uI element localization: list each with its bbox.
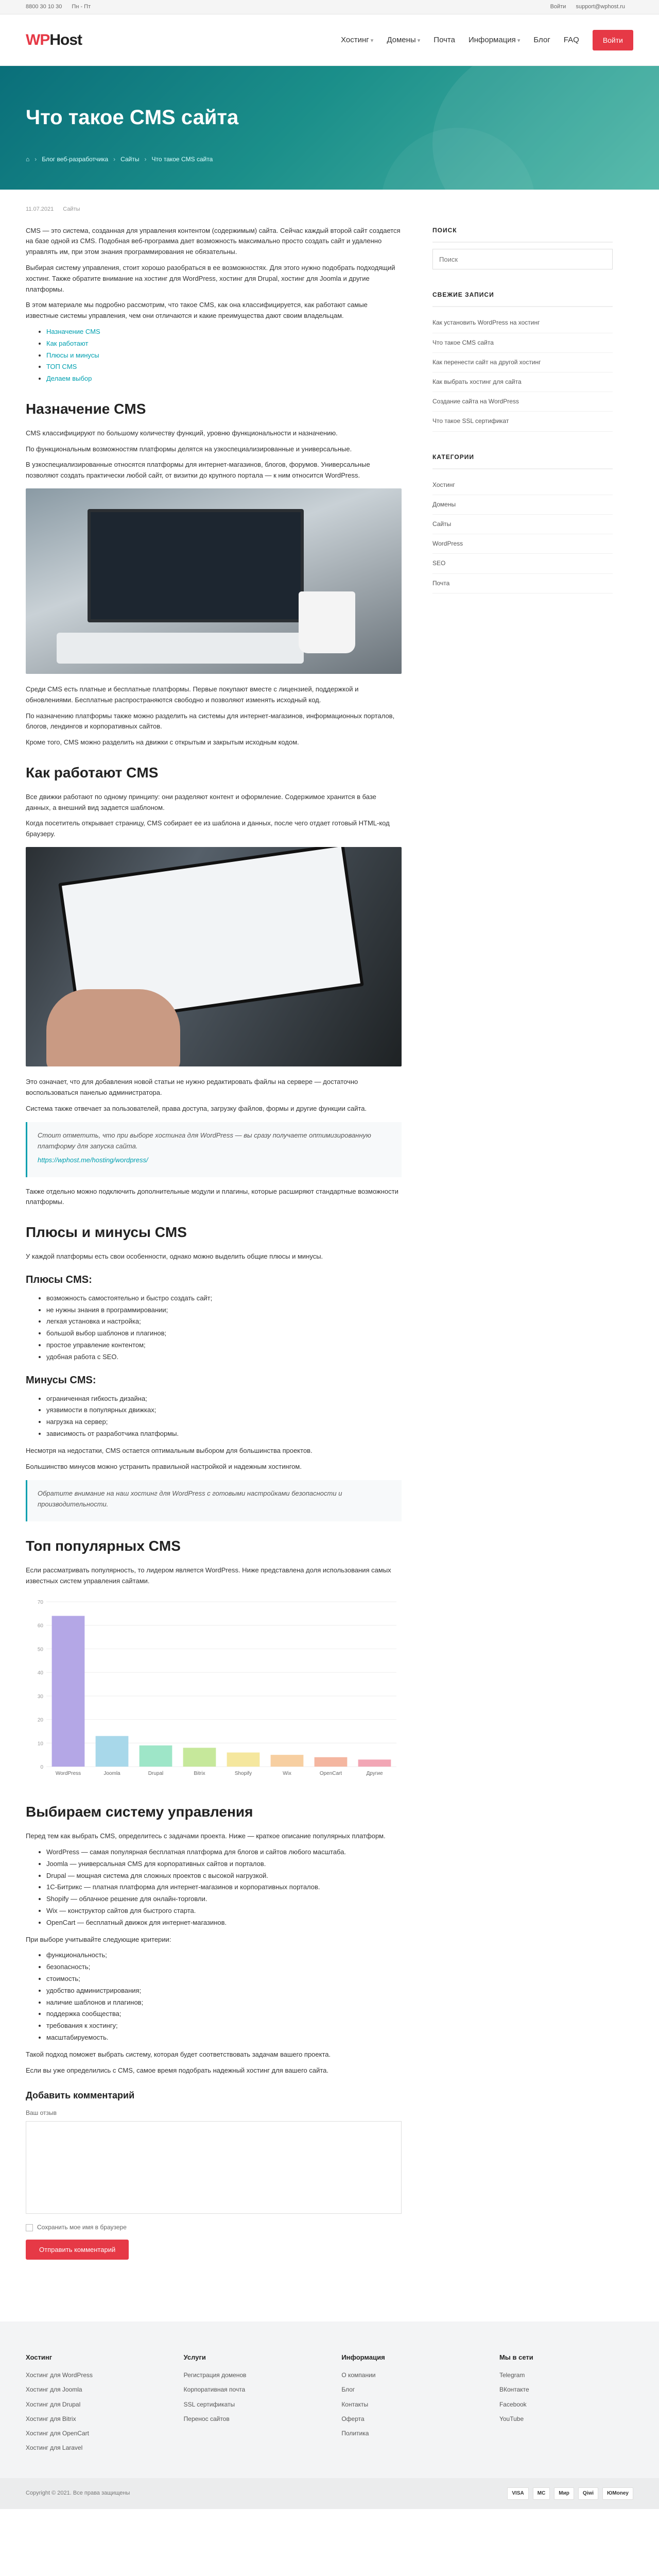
footer-col-title: Информация — [341, 2353, 385, 2362]
cms-share-chart — [26, 1591, 402, 1787]
widget-title: СВЕЖИЕ ЗАПИСИ — [432, 290, 613, 307]
paragraph: CMS классифицируют по большому количеству функций, уровню функциональности и назначению. — [26, 429, 338, 437]
intro-p1: CMS — это система, созданная для управления контентом (содержимым) сайта. Сейчас каждый второй сайт создается на базе одной из CMS. Подобная веб-программа дает возможность максимально просто создать сайт и удаленно управлять им, при этом знания программирования не обязательны. — [26, 226, 401, 256]
footer-col-social — [499, 2352, 633, 2458]
list-item: • WordPress — самая популярная бесплатная платформа для блогов и сайтов любого масштаба. — [46, 1847, 402, 1858]
topbar — [0, 0, 659, 14]
paragraph: Если рассматривать популярность, то лидером является WordPress. Ниже представлена доля использования самых известных систем управления сайтами. — [26, 1566, 391, 1585]
email-link[interactable]: support@wphost.ru — [576, 4, 625, 10]
home-icon[interactable]: ⌂ — [26, 156, 30, 163]
paragraph: У каждой платформы есть свои особенности, однако можно выделить общие плюсы и минусы. — [26, 1252, 323, 1261]
paragraph: Когда посетитель открывает страницу, CMS собирает ее из шаблона и данных, после чего отдает готовый HTML-код браузеру. — [26, 819, 390, 838]
screen-photo — [26, 847, 402, 1066]
paragraph: Также отдельно можно подключить дополнительные модули и плагины, которые расширяют стандартные возможности платформы. — [26, 1187, 398, 1206]
post-category[interactable]: Сайты — [63, 206, 80, 212]
footer — [0, 2321, 659, 2478]
x-tick-label: Bitrix — [194, 1771, 205, 1777]
nav-mail[interactable]: Почта — [433, 35, 455, 44]
y-tick-label: 60 — [37, 1623, 43, 1630]
bar — [183, 1748, 216, 1767]
bar — [271, 1755, 304, 1767]
logo[interactable]: WPHost — [26, 31, 82, 48]
chart-svg — [26, 1591, 402, 1787]
paragraph: По назначению платформы также можно разделить на системы для интернет-магазинов, информационных порталов, блогов, лендингов и корпоративных сайтов. — [26, 711, 395, 731]
footer-link[interactable]: Хостинг для Bitrix — [26, 2415, 76, 2422]
laptop-photo — [26, 488, 402, 674]
list-item: • функциональность; — [46, 1950, 402, 1961]
list-item: • безопасность; — [46, 1962, 402, 1973]
categories-widget — [432, 452, 613, 594]
copyright: Copyright © 2021. Все права защищены — [26, 2490, 130, 2497]
phone[interactable]: 8800 30 10 30 — [26, 4, 62, 10]
footer-col-info — [341, 2352, 475, 2458]
toc-item[interactable]: ТОП CMS — [46, 363, 77, 371]
paragraph: Перед тем как выбрать CMS, определитесь с задачами проекта. Ниже — краткое описание популярных платформ. — [26, 1832, 386, 1840]
x-tick-label: WordPress — [55, 1771, 81, 1777]
paragraph: Несмотря на недостатки, CMS остается оптимальным выбором для большинства проектов. — [26, 1446, 313, 1454]
paragraph: Все движки работают по одному принципу: они разделяют контент и оформление. Содержимое хранится в базе данных, а внешний вид задается шаблоном. — [26, 792, 376, 811]
paragraph: При выборе учитывайте следующие критерии: — [26, 1935, 171, 1943]
intro-p2: Выбирая систему управления, стоит хорошо разобраться в ее возможностях. Для этого нужно подобрать подходящий хостинг. Также обратите внимание на хостинг для WordPress, хостинг для Drupal, хостинг для Joomla и другие платформы. — [26, 263, 395, 293]
mastercard-icon: MC — [533, 2487, 550, 2500]
paragraph: Если вы уже определились с CMS, самое время подобрать надежный хостинг для вашего сайта. — [26, 2066, 329, 2074]
toc-item[interactable]: Назначение CMS — [46, 327, 100, 335]
y-tick-label: 40 — [37, 1670, 43, 1676]
list-item: • большой выбор шаблонов и плагинов; — [46, 1328, 402, 1339]
list-item: • зависимость от разработчика платформы. — [46, 1429, 402, 1439]
comment-form — [26, 2088, 402, 2260]
section-title: Как работают CMS — [26, 764, 159, 781]
section-title: Назначение CMS — [26, 400, 146, 417]
x-tick-label: Joomla — [103, 1771, 120, 1777]
bar — [96, 1736, 129, 1767]
recent-post-link[interactable]: Как выбрать хостинг для сайта — [432, 378, 522, 385]
footer-link[interactable]: ВКонтакте — [499, 2386, 529, 2394]
category-link[interactable]: Хостинг — [432, 481, 455, 488]
sidebar — [432, 205, 613, 2260]
bar — [227, 1753, 260, 1767]
article — [26, 205, 402, 2260]
search-widget — [432, 226, 613, 269]
comment-label: Ваш отзыв — [26, 2109, 57, 2117]
list-item: • возможность самостоятельно и быстро создать сайт; — [46, 1293, 402, 1304]
nav-domains[interactable]: Домены ▾ — [387, 34, 420, 46]
quote-text: Обратите внимание на наш хостинг для WordPress с готовыми настройками безопасности и производительности. — [38, 1489, 342, 1509]
footer-link[interactable]: Корпоративная почта — [183, 2386, 246, 2394]
recent-post-link[interactable]: Что такое CMS сайта — [432, 338, 494, 346]
list-item: • удобная работа с SEO. — [46, 1352, 402, 1363]
list-item: • простое управление контентом; — [46, 1340, 402, 1351]
paragraph: В узкоспециализированные относятся платформы для интернет-магазинов, блогов, форумов. Универсальные позволяют создать практически любой сайт, от визитки до крупного портала — к ним относится WordPress. — [26, 461, 370, 480]
paragraph: Система также отвечает за пользователей, права доступа, загрузку файлов, формы и другие функции сайта. — [26, 1104, 367, 1112]
category-link[interactable]: Сайты — [432, 520, 452, 528]
recent-post-link[interactable]: Что такое SSL сертификат — [432, 417, 509, 425]
x-tick-label: Drupal — [148, 1771, 164, 1777]
list-item: • требования к хостингу; — [46, 2021, 402, 2031]
toc — [46, 327, 402, 384]
list-item: • стоимость; — [46, 1974, 402, 1985]
x-tick-label: Shopify — [234, 1771, 252, 1777]
quote-link[interactable]: https://wphost.me/hosting/wordpress/ — [38, 1156, 148, 1164]
nav-faq[interactable]: FAQ — [563, 35, 579, 44]
paragraph: Среди CMS есть платные и бесплатные платформы. Первые покупают вместе с лицензией, поддержкой и обновлениями. Бесплатные распространяются свободно и позволяют изменять исходный код. — [26, 685, 359, 704]
crumb-sites[interactable]: Сайты — [120, 156, 140, 163]
footer-link[interactable]: О компании — [341, 2371, 376, 2379]
cms-list — [46, 1847, 402, 1928]
footer-link[interactable]: Хостинг для Laravel — [26, 2444, 83, 2452]
x-tick-label: OpenCart — [319, 1771, 342, 1777]
yoomoney-icon: ЮMoney — [602, 2487, 633, 2500]
x-tick-label: Wix — [283, 1771, 291, 1777]
y-tick-label: 0 — [40, 1765, 43, 1771]
comment-textarea[interactable] — [26, 2121, 402, 2214]
crumb-blog[interactable]: Блог веб-разработчика — [42, 156, 109, 163]
bar — [315, 1757, 348, 1767]
list-item: • наличие шаблонов и плагинов; — [46, 1997, 402, 2008]
footer-link[interactable]: Контакты — [341, 2400, 369, 2408]
footer-col-hosting — [26, 2352, 160, 2458]
list-item: • OpenCart — бесплатный движок для интернет-магазинов. — [46, 1918, 402, 1928]
recent-post-link[interactable]: Создание сайта на WordPress — [432, 398, 519, 405]
section-title: Плюсы и минусы CMS — [26, 1224, 187, 1241]
toc-item[interactable]: Плюсы и минусы — [46, 351, 99, 359]
footer-link[interactable]: Блог — [341, 2386, 355, 2394]
footer-col-title: Мы в сети — [499, 2353, 533, 2362]
visa-icon: VISA — [507, 2487, 528, 2500]
nav-info[interactable]: Информация ▾ — [469, 34, 520, 46]
list-item: • масштабируемость. — [46, 2032, 402, 2043]
category-link[interactable]: Почта — [432, 579, 450, 587]
criteria-list — [46, 1950, 402, 2043]
plus-list — [46, 1293, 402, 1363]
qiwi-icon: Qiwi — [578, 2487, 598, 2500]
minus-title: Минусы CMS: — [26, 1374, 96, 1386]
footer-link[interactable]: Хостинг для WordPress — [26, 2371, 93, 2379]
footer-link[interactable]: Хостинг для Drupal — [26, 2400, 81, 2408]
footer-link[interactable]: SSL сертификаты — [183, 2400, 235, 2408]
list-item: • уязвимости в популярных движках; — [46, 1405, 402, 1416]
list-item: • поддержка сообщества; — [46, 2009, 402, 2020]
footer-link[interactable]: Политика — [341, 2429, 369, 2437]
category-link[interactable]: WordPress — [432, 540, 463, 548]
widget-title: ПОИСК — [432, 226, 613, 243]
submit-comment-button[interactable]: Отправить комментарий — [26, 2240, 129, 2260]
widget-title: КАТЕГОРИИ — [432, 452, 613, 469]
footer-col-title: Услуги — [183, 2353, 206, 2362]
footer-link[interactable]: Telegram — [499, 2371, 525, 2379]
list-item: • не нужны знания в программировании; — [46, 1305, 402, 1316]
footer-link[interactable]: Хостинг для Joomla — [26, 2386, 82, 2394]
paragraph: По функциональным возможностям платформы делятся на узкоспециализированные и универсальные. — [26, 445, 352, 453]
blockquote — [26, 1480, 402, 1521]
footer-link[interactable]: Оферта — [341, 2415, 365, 2422]
y-tick-label: 30 — [37, 1694, 43, 1700]
header — [0, 14, 659, 66]
crumb-current: Что такое CMS сайта — [151, 156, 213, 163]
page-title: Что такое CMS сайта — [26, 106, 239, 129]
paragraph: Большинство минусов можно устранить правильной настройкой и надежным хостингом. — [26, 1462, 302, 1470]
recent-post-link[interactable]: Как установить WordPress на хостинг — [432, 319, 540, 327]
bar — [358, 1760, 391, 1767]
category-link[interactable]: SEO — [432, 560, 446, 567]
nav-hosting[interactable]: Хостинг ▾ — [341, 34, 373, 46]
login-link[interactable]: Войти — [550, 4, 566, 10]
main-nav — [341, 30, 633, 50]
list-item: • нагрузка на сервер; — [46, 1417, 402, 1428]
nav-blog[interactable]: Блог — [533, 35, 550, 44]
list-item: • ограниченная гибкость дизайна; — [46, 1394, 402, 1404]
bottom-bar — [0, 2478, 659, 2509]
footer-link[interactable]: Регистрация доменов — [183, 2371, 247, 2379]
quote-text: Стоит отметить, что при выборе хостинга для WordPress — вы сразу получаете оптимизированную платформу для запуска сайта. — [38, 1131, 371, 1150]
list-item: • 1С-Битрикс — платная платформа для интернет-магазинов и корпоративных порталов. — [46, 1882, 402, 1893]
list-item: • Joomla — универсальная CMS для корпоративных сайтов и порталов. — [46, 1859, 402, 1870]
footer-link[interactable]: Перенос сайтов — [183, 2415, 230, 2422]
category-link[interactable]: Домены — [432, 500, 456, 508]
breadcrumb: ⌂ › Блог веб-разработчика › Сайты › Что такое CMS сайта — [26, 155, 633, 164]
paragraph: Такой подход поможет выбрать систему, которая будет соответствовать задачам вашего проекта. — [26, 2050, 331, 2058]
bar — [140, 1745, 172, 1767]
hours: Пн - Пт — [72, 4, 91, 10]
post-meta — [26, 205, 402, 214]
plus-title: Плюсы CMS: — [26, 1274, 92, 1285]
list-item: • Shopify — облачное решение для онлайн-торговли. — [46, 1894, 402, 1905]
y-tick-label: 50 — [37, 1647, 43, 1653]
footer-col-services — [184, 2352, 318, 2458]
mir-icon: Мир — [554, 2487, 574, 2500]
recent-posts-widget — [432, 290, 613, 431]
payment-icons — [507, 2487, 633, 2500]
paragraph: Это означает, что для добавления новой статьи не нужно редактировать файлы на сервере — достаточно воспользоваться панелью администратора. — [26, 1077, 358, 1096]
paragraph: Кроме того, CMS можно разделить на движки с открытым и закрытым исходным кодом. — [26, 738, 299, 747]
section-title: Топ популярных CMS — [26, 1538, 181, 1554]
recent-post-link[interactable]: Как перенести сайт на другой хостинг — [432, 358, 541, 366]
toc-item[interactable]: Делаем выбор — [46, 375, 92, 383]
bar — [52, 1616, 85, 1767]
intro-p3: В этом материале мы подробно рассмотрим, что такое CMS, как она классифицируется, как работают самые известные системы управления, чем они отличаются и какие преимущества дают своим владельцам. — [26, 301, 368, 320]
y-tick-label: 10 — [37, 1741, 43, 1747]
x-tick-label: Другие — [366, 1771, 383, 1777]
comment-title: Добавить комментарий — [26, 2090, 135, 2101]
hero — [0, 66, 659, 190]
list-item: • удобство администрирования; — [46, 1986, 402, 1996]
login-button[interactable]: Войти — [593, 30, 633, 50]
checkbox-label: Сохранить мое имя в браузере — [37, 2224, 127, 2231]
minus-list — [46, 1394, 402, 1439]
footer-col-title: Хостинг — [26, 2353, 53, 2362]
footer-link[interactable]: YouTube — [499, 2415, 524, 2422]
footer-link[interactable]: Хостинг для OpenCart — [26, 2429, 89, 2437]
list-item: • Drupal — мощная система для сложных проектов с высокой нагрузкой. — [46, 1871, 402, 1882]
toc-item[interactable]: Как работают — [46, 339, 89, 347]
section-title: Выбираем систему управления — [26, 1804, 253, 1820]
list-item: • Wix — конструктор сайтов для быстрого старта. — [46, 1906, 402, 1917]
y-tick-label: 20 — [37, 1717, 43, 1723]
footer-link[interactable]: Facebook — [499, 2400, 527, 2408]
save-name-checkbox[interactable] — [26, 2223, 402, 2232]
list-item: • легкая установка и настройка; — [46, 1316, 402, 1327]
y-tick-label: 70 — [37, 1600, 43, 1606]
post-date: 11.07.2021 — [26, 206, 54, 212]
search-input[interactable] — [432, 249, 613, 269]
blockquote — [26, 1122, 402, 1177]
